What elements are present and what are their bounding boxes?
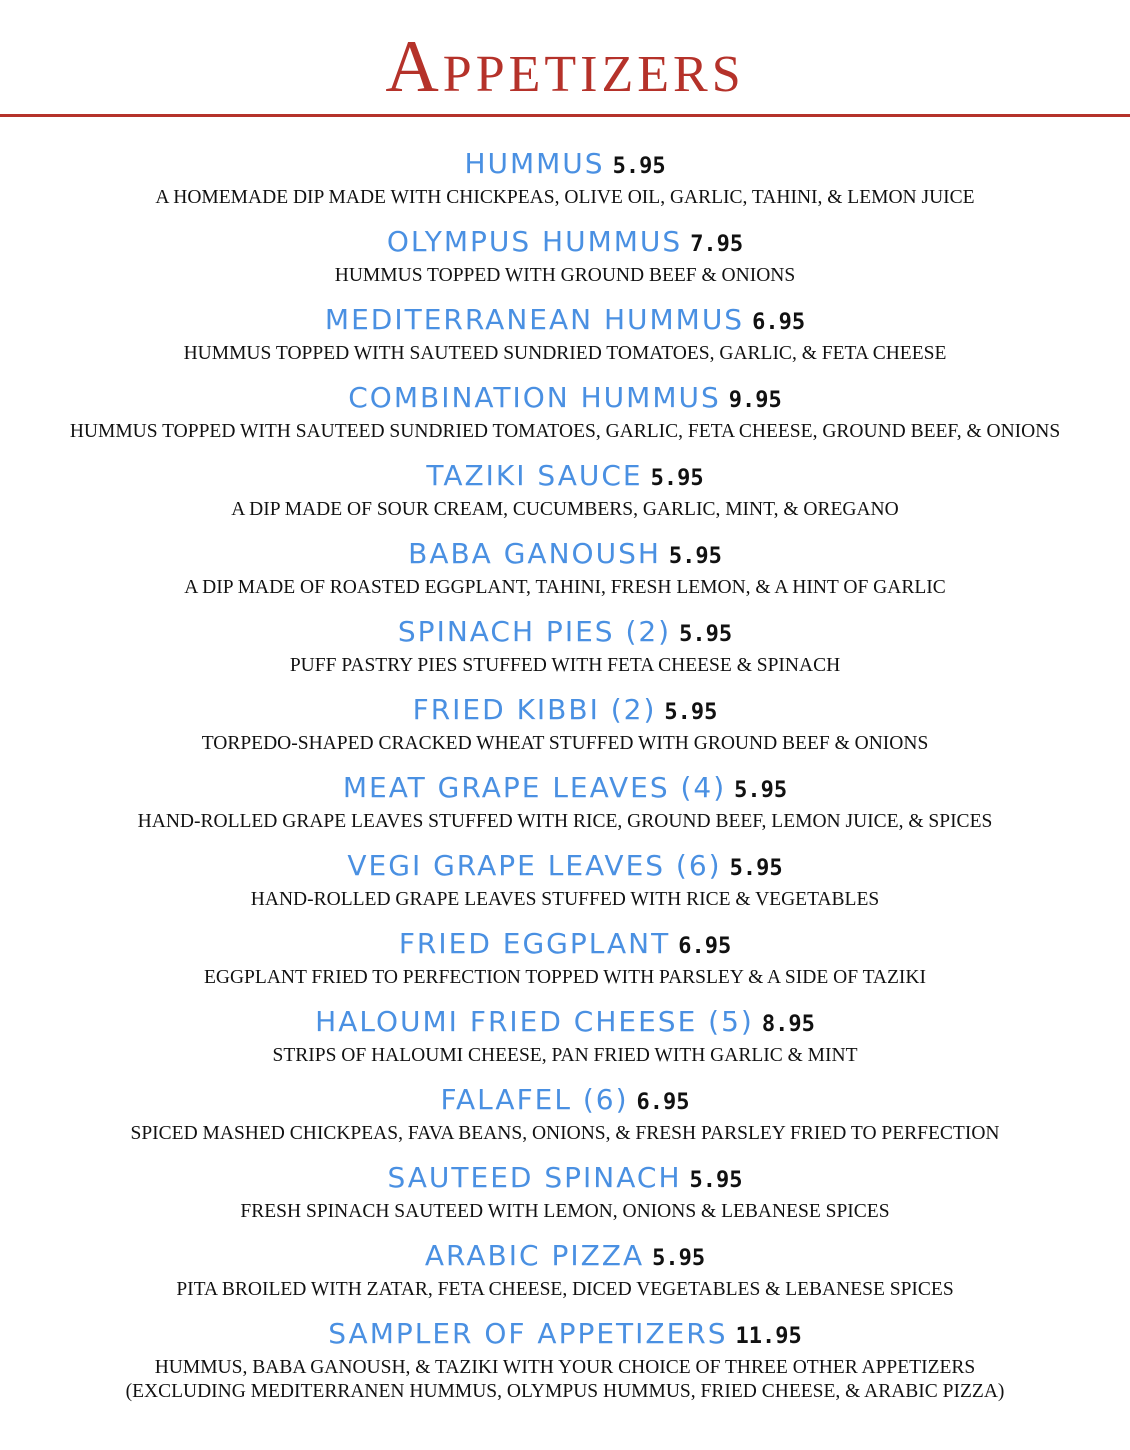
item-price: 8.95: [761, 1012, 815, 1037]
item-description: A DIP MADE OF SOUR CREAM, CUCUMBERS, GARLIC, MINT, & OREGANO: [231, 499, 899, 520]
menu-item: [0, 688, 1130, 766]
menu-item: [0, 1156, 1130, 1234]
item-price: 6.95: [636, 1090, 690, 1115]
title-divider: [0, 114, 1130, 117]
menu-item: [0, 142, 1130, 220]
item-price: 5.95: [652, 1246, 706, 1271]
item-name: HUMMUS: [464, 147, 605, 180]
item-price: 5.95: [668, 544, 722, 569]
item-price: 5.95: [664, 700, 718, 725]
menu-item: [0, 454, 1130, 532]
item-name: MEDITERRANEAN HUMMUS: [324, 303, 745, 336]
item-price: 7.95: [690, 232, 744, 257]
item-price: 5.95: [679, 622, 733, 647]
item-description: STRIPS OF HALOUMI CHEESE, PAN FRIED WITH GARLIC & MINT: [272, 1045, 858, 1066]
page-title: Appetizers: [385, 26, 745, 108]
item-description: A HOMEMADE DIP MADE WITH CHICKPEAS, OLIVE OIL, GARLIC, TAHINI, & LEMON JUICE: [155, 187, 975, 208]
item-name: OLYMPUS HUMMUS: [386, 225, 683, 258]
item-price: 5.95: [734, 778, 788, 803]
item-description: HUMMUS TOPPED WITH SAUTEED SUNDRIED TOMATOES, GARLIC, & FETA CHEESE: [183, 343, 947, 364]
item-name: SAUTEED SPINACH: [387, 1161, 682, 1194]
item-price: 5.95: [650, 466, 704, 491]
item-name: FRIED EGGPLANT: [398, 927, 671, 960]
item-name: MEAT GRAPE LEAVES (4): [342, 771, 727, 804]
item-name: SAMPLER OF APPETIZERS: [328, 1317, 728, 1350]
item-description: PUFF PASTRY PIES STUFFED WITH FETA CHEESE & SPINACH: [289, 655, 841, 676]
item-name: ARABIC PIZZA: [424, 1239, 645, 1272]
menu-item: [0, 1312, 1130, 1402]
item-price: 6.95: [752, 310, 806, 335]
item-description: HAND-ROLLED GRAPE LEAVES STUFFED WITH RICE, GROUND BEEF, LEMON JUICE, & SPICES: [137, 811, 993, 832]
menu-item: [0, 376, 1130, 454]
item-name: SPINACH PIES (2): [397, 615, 672, 648]
item-description: HUMMUS TOPPED WITH GROUND BEEF & ONIONS: [334, 265, 796, 286]
item-name: VEGI GRAPE LEAVES (6): [347, 849, 722, 882]
item-price: 9.95: [728, 388, 782, 413]
item-name: BABA GANOUSH: [408, 537, 661, 570]
item-description: HUMMUS TOPPED WITH SAUTEED SUNDRIED TOMATOES, GARLIC, FETA CHEESE, GROUND BEEF, & ONIONS: [69, 421, 1061, 442]
item-price: 5.95: [729, 856, 783, 881]
menu-item: [0, 298, 1130, 376]
item-description: HUMMUS, BABA GANOUSH, & TAZIKI WITH YOUR CHOICE OF THREE OTHER APPETIZERS: [154, 1357, 976, 1378]
menu-item: [0, 844, 1130, 922]
item-description: SPICED MASHED CHICKPEAS, FAVA BEANS, ONIONS, & FRESH PARSLEY FRIED TO PERFECTION: [130, 1123, 1000, 1144]
menu-item: [0, 610, 1130, 688]
menu-item: [0, 922, 1130, 1000]
menu-list: [0, 142, 1130, 1402]
item-description: EGGPLANT FRIED TO PERFECTION TOPPED WITH PARSLEY & A SIDE OF TAZIKI: [203, 967, 926, 988]
item-name: TAZIKI SAUCE: [426, 459, 643, 492]
item-name: HALOUMI FRIED CHEESE (5): [315, 1005, 754, 1038]
item-description: A DIP MADE OF ROASTED EGGPLANT, TAHINI, FRESH LEMON, & A HINT OF GARLIC: [184, 577, 946, 598]
menu-item: [0, 532, 1130, 610]
item-name: FRIED KIBBI (2): [412, 693, 657, 726]
item-description: TORPEDO-SHAPED CRACKED WHEAT STUFFED WITH GROUND BEEF & ONIONS: [201, 733, 929, 754]
item-price: 5.95: [612, 154, 666, 179]
item-price: 5.95: [689, 1168, 743, 1193]
menu-item: [0, 1078, 1130, 1156]
item-description: HAND-ROLLED GRAPE LEAVES STUFFED WITH RICE & VEGETABLES: [250, 889, 880, 910]
menu-item: [0, 1000, 1130, 1078]
item-price: 11.95: [735, 1324, 802, 1349]
item-description: PITA BROILED WITH ZATAR, FETA CHEESE, DICED VEGETABLES & LEBANESE SPICES: [176, 1279, 954, 1300]
item-description: FRESH SPINACH SAUTEED WITH LEMON, ONIONS & LEBANESE SPICES: [240, 1201, 890, 1222]
menu-item: [0, 766, 1130, 844]
item-price: 6.95: [678, 934, 732, 959]
menu-item: [0, 1234, 1130, 1312]
item-description-note: (EXCLUDING MEDITERRANEN HUMMUS, OLYMPUS HUMMUS, FRIED CHEESE, & ARABIC PIZZA): [125, 1381, 1005, 1402]
item-name: FALAFEL (6): [440, 1083, 629, 1116]
menu-item: [0, 220, 1130, 298]
item-name: COMBINATION HUMMUS: [348, 381, 721, 414]
